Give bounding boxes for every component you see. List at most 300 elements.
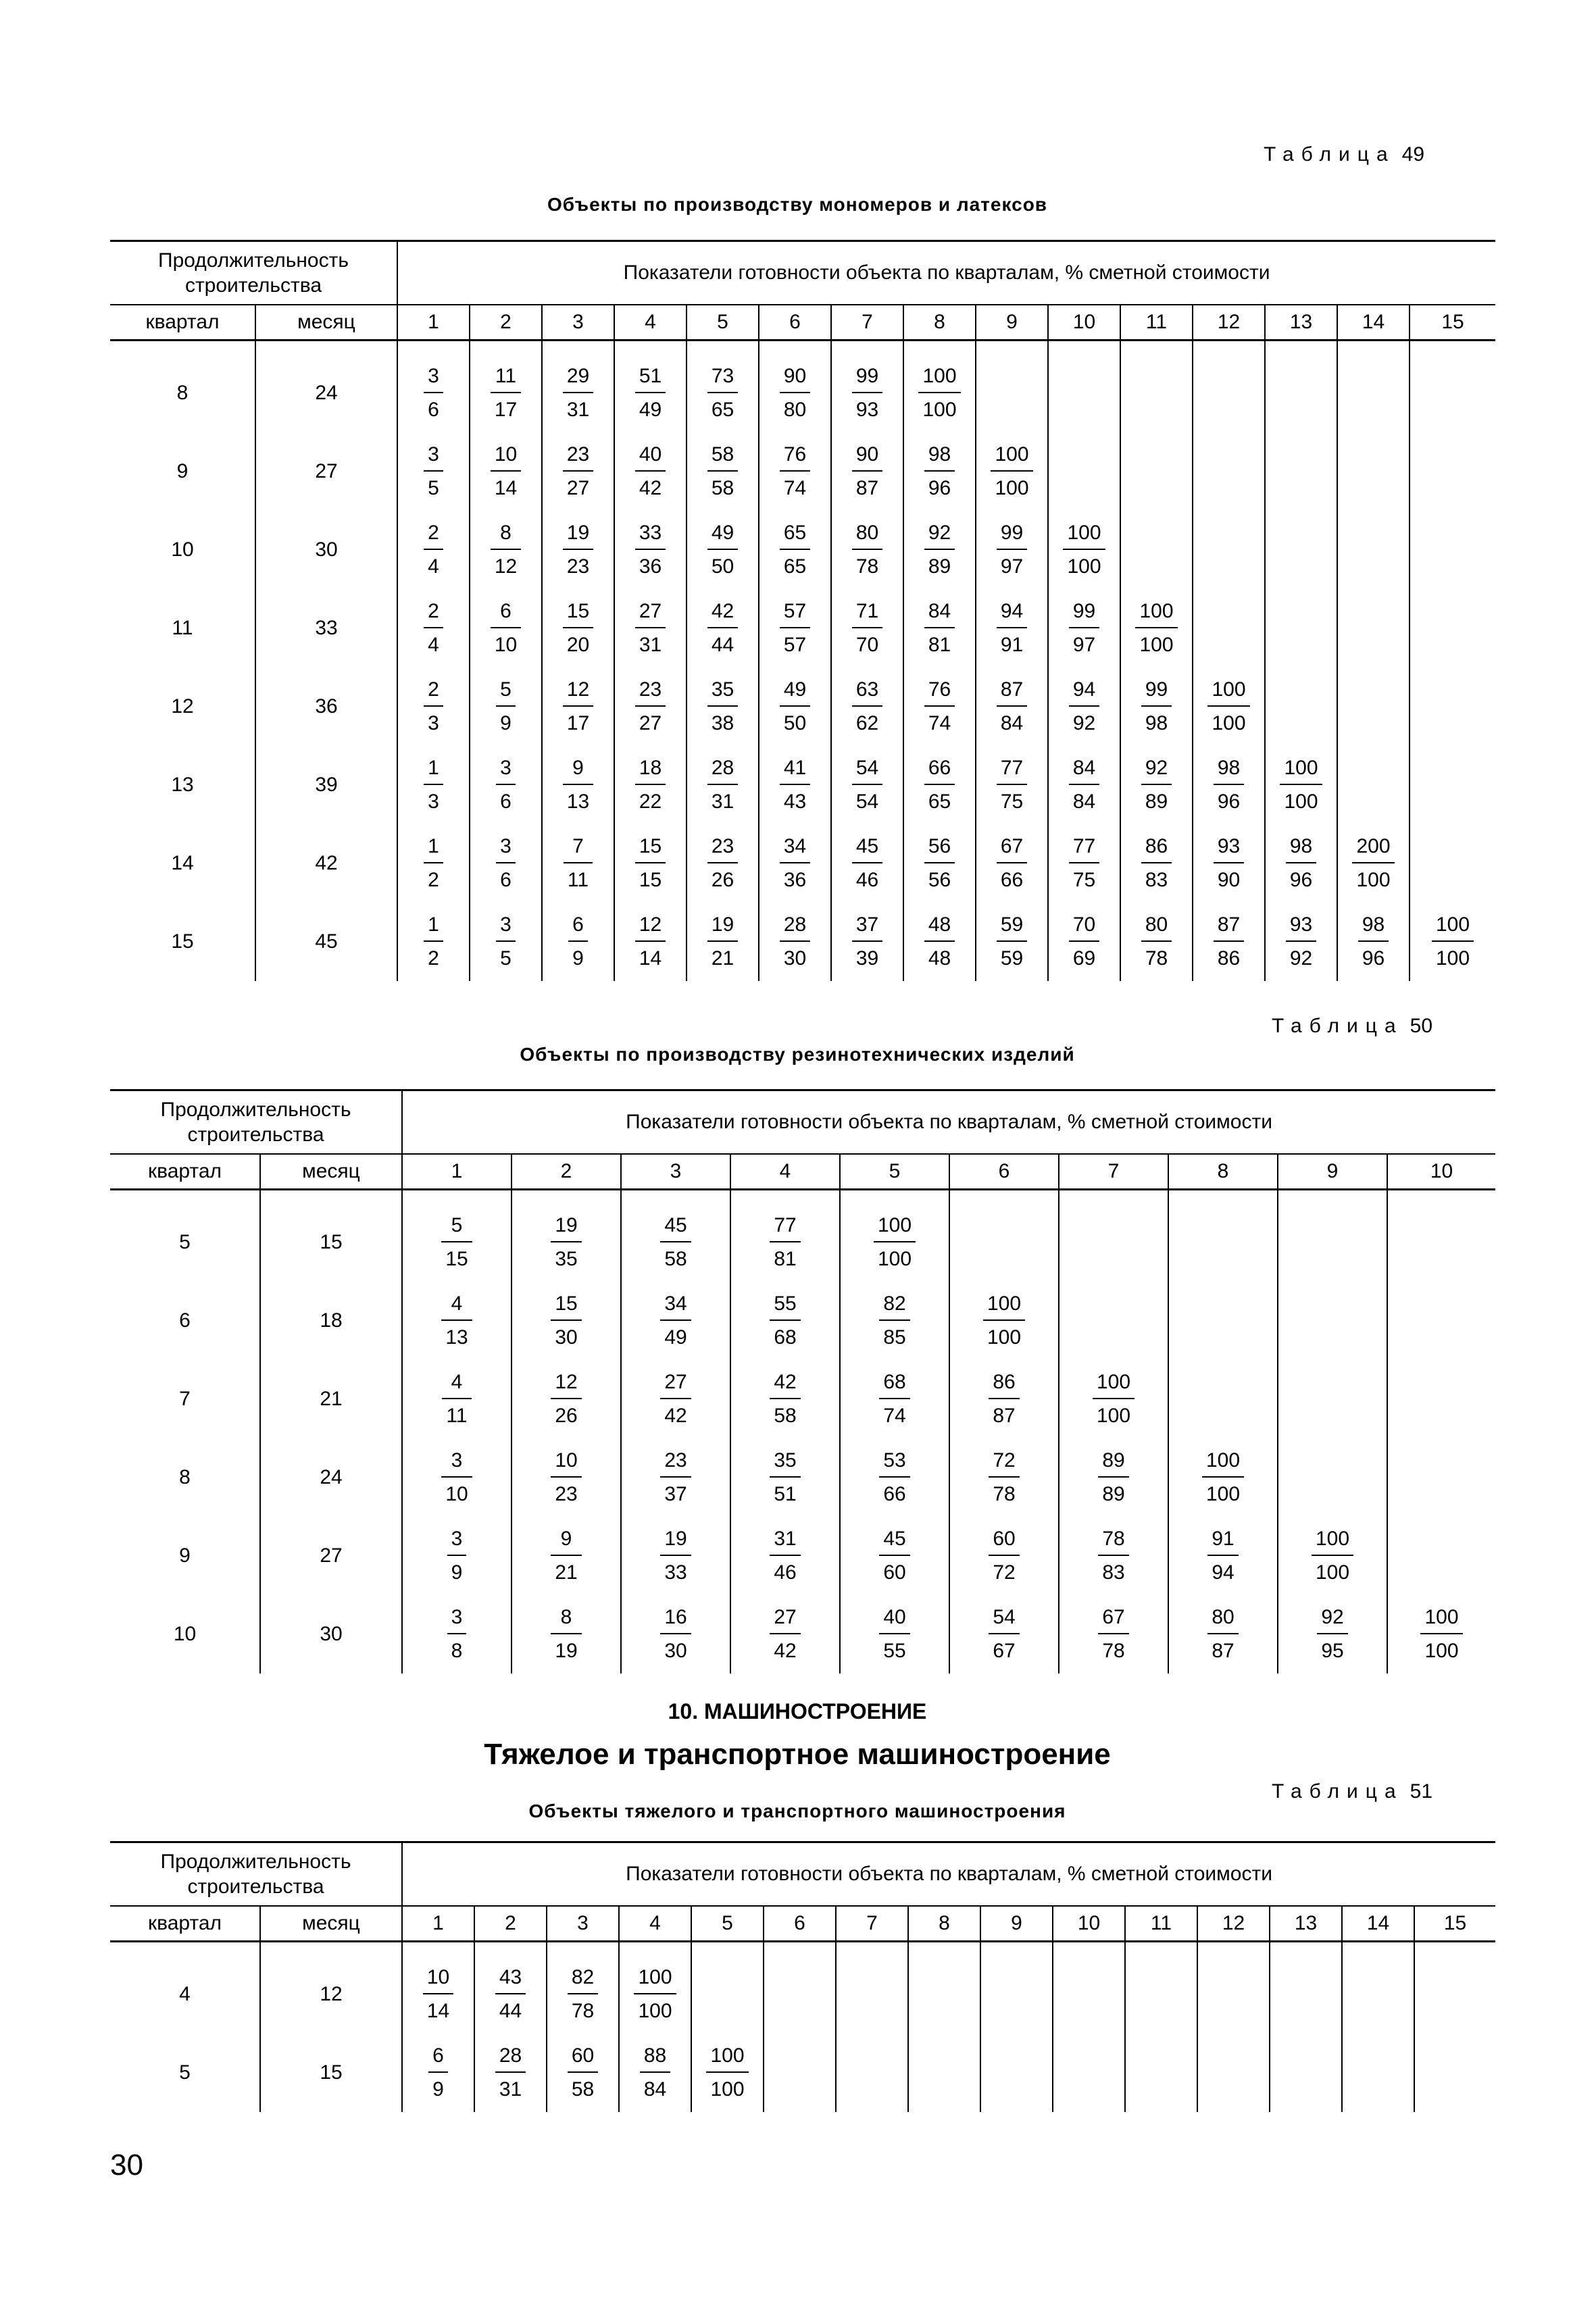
fraction bbox=[1069, 680, 1099, 734]
fraction-numerator: 3 bbox=[447, 1529, 467, 1556]
value-cell bbox=[1168, 1203, 1278, 1282]
fraction-numerator: 27 bbox=[635, 601, 666, 628]
fraction bbox=[635, 680, 666, 734]
fraction-numerator: 99 bbox=[997, 523, 1027, 550]
quarter-cell: 9 bbox=[176, 460, 189, 482]
fraction-numerator: 3 bbox=[424, 366, 443, 393]
value-cell bbox=[1168, 1438, 1278, 1517]
fraction-numerator: 16 bbox=[660, 1607, 691, 1634]
fraction-denominator: 42 bbox=[639, 477, 662, 499]
value-cell bbox=[687, 354, 759, 432]
fraction bbox=[1286, 915, 1316, 969]
value-cell bbox=[759, 668, 831, 746]
fraction-denominator: 85 bbox=[883, 1326, 906, 1349]
fraction bbox=[852, 445, 882, 499]
value-cell bbox=[730, 1438, 840, 1517]
fraction-numerator: 59 bbox=[997, 915, 1027, 942]
fraction bbox=[1202, 1451, 1244, 1505]
column-header: 3 bbox=[547, 1906, 619, 1942]
fraction bbox=[1280, 758, 1322, 812]
fraction-denominator: 100 bbox=[1096, 1405, 1131, 1427]
fraction-denominator: 2 bbox=[428, 869, 439, 891]
fraction-denominator: 9 bbox=[572, 947, 584, 970]
header-duration: Продолжительность строительства bbox=[110, 1842, 402, 1907]
value-cell bbox=[512, 1360, 621, 1438]
value-cell bbox=[547, 2034, 619, 2112]
fraction bbox=[1207, 1607, 1238, 1661]
fraction bbox=[634, 1967, 676, 2021]
fraction bbox=[1135, 601, 1177, 655]
header-month: месяц bbox=[255, 305, 397, 341]
value-cell bbox=[1120, 589, 1193, 668]
value-cell bbox=[1168, 1517, 1278, 1595]
value-cell bbox=[512, 1282, 621, 1360]
table-row bbox=[110, 1595, 1495, 1674]
fraction-numerator: 86 bbox=[1141, 836, 1172, 863]
fraction-numerator: 76 bbox=[924, 680, 955, 707]
table-title: Объекты по производству мономеров и латексов bbox=[547, 194, 1048, 215]
fraction bbox=[879, 1607, 909, 1661]
fraction bbox=[551, 1294, 581, 1348]
value-cell bbox=[1048, 432, 1120, 511]
fraction-numerator: 1 bbox=[424, 758, 443, 785]
value-cell bbox=[542, 511, 614, 589]
fraction-numerator: 1 bbox=[424, 915, 443, 942]
fraction-denominator: 89 bbox=[928, 555, 951, 578]
value-cell bbox=[621, 1517, 730, 1595]
table-body bbox=[110, 339, 1495, 981]
month-cell: 30 bbox=[255, 511, 397, 589]
fraction bbox=[564, 836, 593, 890]
quarter-cell: 13 bbox=[171, 774, 194, 796]
column-header: 4 bbox=[619, 1906, 691, 1942]
quarter-cell: 7 bbox=[179, 1388, 191, 1410]
value-cell bbox=[1265, 511, 1337, 589]
fraction-numerator: 94 bbox=[1069, 680, 1099, 707]
fraction-numerator: 45 bbox=[660, 1215, 691, 1242]
fraction-denominator: 97 bbox=[1000, 555, 1024, 578]
value-cell bbox=[980, 2034, 1053, 2112]
fraction-denominator: 58 bbox=[664, 1248, 687, 1270]
value-cell bbox=[687, 746, 759, 824]
column-header: 7 bbox=[1059, 1154, 1168, 1190]
fraction bbox=[707, 445, 738, 499]
fraction bbox=[1141, 680, 1172, 734]
fraction bbox=[491, 445, 521, 499]
value-cell bbox=[687, 589, 759, 668]
fraction-denominator: 100 bbox=[922, 399, 957, 421]
value-cell bbox=[1193, 354, 1265, 432]
value-cell bbox=[1048, 511, 1120, 589]
fraction-numerator: 200 bbox=[1352, 836, 1394, 863]
fraction-denominator: 84 bbox=[643, 2078, 667, 2101]
value-cell bbox=[903, 903, 976, 981]
value-cell bbox=[1337, 903, 1410, 981]
fraction-numerator: 35 bbox=[770, 1451, 800, 1478]
fraction bbox=[660, 1294, 691, 1348]
fraction-denominator: 14 bbox=[494, 477, 518, 499]
table-header bbox=[110, 1841, 1495, 1942]
fraction-denominator: 78 bbox=[571, 2000, 595, 2022]
fraction-denominator: 68 bbox=[774, 1326, 797, 1349]
value-cell bbox=[1197, 1955, 1270, 2034]
fraction-numerator: 40 bbox=[879, 1607, 909, 1634]
fraction bbox=[441, 1215, 472, 1269]
fraction-denominator: 14 bbox=[426, 2000, 450, 2022]
fraction-numerator: 2 bbox=[424, 680, 443, 707]
fraction-denominator: 58 bbox=[571, 2078, 595, 2101]
value-cell bbox=[1410, 354, 1495, 432]
fraction-denominator: 6 bbox=[500, 869, 512, 891]
fraction-denominator: 20 bbox=[566, 634, 590, 656]
fraction bbox=[780, 523, 810, 577]
value-cell bbox=[949, 1595, 1059, 1674]
fraction-denominator: 75 bbox=[1000, 790, 1024, 813]
column-header: 9 bbox=[1278, 1154, 1387, 1190]
fraction-denominator: 44 bbox=[711, 634, 734, 656]
value-cell bbox=[402, 1203, 512, 1282]
fraction-numerator: 15 bbox=[551, 1294, 581, 1321]
value-cell bbox=[402, 1955, 474, 2034]
value-cell bbox=[1193, 511, 1265, 589]
fraction-numerator: 66 bbox=[924, 758, 955, 785]
fraction-numerator: 2 bbox=[424, 523, 443, 550]
fraction-numerator: 12 bbox=[635, 915, 666, 942]
value-cell bbox=[402, 2034, 474, 2112]
column-header: 6 bbox=[764, 1906, 836, 1942]
fraction-numerator: 28 bbox=[707, 758, 738, 785]
header-duration: Продолжительность строительства bbox=[110, 1090, 402, 1155]
value-cell bbox=[542, 668, 614, 746]
fraction-numerator: 71 bbox=[852, 601, 882, 628]
fraction bbox=[551, 1372, 581, 1426]
fraction-numerator: 9 bbox=[551, 1529, 581, 1556]
value-cell bbox=[1193, 668, 1265, 746]
fraction-denominator: 69 bbox=[1072, 947, 1096, 970]
fraction-numerator: 19 bbox=[563, 523, 593, 550]
fraction bbox=[1069, 601, 1099, 655]
fraction bbox=[780, 366, 810, 420]
fraction bbox=[707, 758, 738, 812]
column-header: 8 bbox=[903, 305, 976, 341]
value-cell bbox=[836, 2034, 908, 2112]
fraction-numerator: 91 bbox=[1207, 1529, 1238, 1556]
value-cell bbox=[397, 824, 470, 903]
fraction-denominator: 81 bbox=[928, 634, 951, 656]
fraction bbox=[1098, 1529, 1128, 1583]
table-label: Таблица bbox=[1264, 143, 1395, 166]
fraction bbox=[491, 523, 521, 577]
value-cell bbox=[759, 432, 831, 511]
fraction-numerator: 9 bbox=[563, 758, 593, 785]
value-cell bbox=[840, 1595, 949, 1674]
fraction-denominator: 30 bbox=[783, 947, 807, 970]
fraction-denominator: 93 bbox=[855, 399, 879, 421]
table-number-label bbox=[1272, 1015, 1432, 1038]
value-cell bbox=[764, 1955, 836, 2034]
value-cell bbox=[976, 354, 1048, 432]
column-header: 2 bbox=[512, 1154, 621, 1190]
fraction-numerator: 67 bbox=[1098, 1607, 1128, 1634]
fraction bbox=[991, 445, 1032, 499]
table-header bbox=[110, 240, 1495, 341]
fraction-numerator: 55 bbox=[770, 1294, 800, 1321]
value-cell bbox=[1168, 1360, 1278, 1438]
fraction bbox=[1141, 836, 1172, 890]
fraction bbox=[635, 601, 666, 655]
value-cell bbox=[831, 432, 903, 511]
value-cell bbox=[1125, 1955, 1197, 2034]
fraction bbox=[1352, 836, 1394, 890]
fraction bbox=[707, 836, 738, 890]
table-label: Таблица bbox=[1272, 1015, 1403, 1037]
fraction-denominator: 74 bbox=[928, 712, 951, 734]
value-cell bbox=[1387, 1595, 1495, 1674]
fraction-numerator: 100 bbox=[1063, 523, 1105, 550]
fraction-numerator: 23 bbox=[660, 1451, 691, 1478]
fraction bbox=[924, 836, 955, 890]
fraction-numerator: 12 bbox=[551, 1372, 581, 1399]
value-cell bbox=[1265, 903, 1337, 981]
fraction bbox=[780, 915, 810, 969]
fraction-denominator: 56 bbox=[928, 869, 951, 891]
fraction-denominator: 65 bbox=[928, 790, 951, 813]
fraction-numerator: 100 bbox=[1312, 1529, 1353, 1556]
value-cell bbox=[619, 1955, 691, 2034]
fraction-denominator: 59 bbox=[1000, 947, 1024, 970]
month-cell: 27 bbox=[255, 432, 397, 511]
column-header: 10 bbox=[1048, 305, 1120, 341]
fraction-numerator: 8 bbox=[551, 1607, 581, 1634]
fraction-denominator: 4 bbox=[428, 634, 439, 656]
fraction bbox=[660, 1529, 691, 1583]
fraction-numerator: 100 bbox=[634, 1967, 676, 1994]
value-cell bbox=[831, 589, 903, 668]
fraction-denominator: 21 bbox=[711, 947, 734, 970]
value-cell bbox=[759, 903, 831, 981]
fraction-denominator: 9 bbox=[500, 712, 512, 734]
fraction-denominator: 92 bbox=[1289, 947, 1313, 970]
value-cell bbox=[1048, 354, 1120, 432]
table-body bbox=[110, 1940, 1495, 2112]
value-cell bbox=[1059, 1282, 1168, 1360]
fraction-numerator: 54 bbox=[852, 758, 882, 785]
fraction-denominator: 2 bbox=[428, 947, 439, 970]
fraction bbox=[424, 445, 443, 499]
quarter-cell: 12 bbox=[171, 695, 194, 718]
fraction bbox=[563, 601, 593, 655]
fraction-numerator: 45 bbox=[852, 836, 882, 863]
fraction-denominator: 11 bbox=[567, 869, 589, 891]
table-row bbox=[110, 1203, 1495, 1282]
fraction-denominator: 92 bbox=[1072, 712, 1096, 734]
value-cell bbox=[1120, 432, 1193, 511]
month-cell: 24 bbox=[255, 354, 397, 432]
value-cell bbox=[976, 668, 1048, 746]
fraction-denominator: 13 bbox=[566, 790, 590, 813]
fraction-denominator: 100 bbox=[1284, 790, 1318, 813]
column-header: 12 bbox=[1197, 1906, 1270, 1942]
fraction bbox=[780, 836, 810, 890]
fraction-denominator: 42 bbox=[774, 1640, 797, 1662]
fraction-numerator: 57 bbox=[780, 601, 810, 628]
value-cell bbox=[1265, 668, 1337, 746]
fraction bbox=[496, 758, 516, 812]
fraction-numerator: 99 bbox=[852, 366, 882, 393]
fraction bbox=[852, 523, 882, 577]
fraction bbox=[635, 915, 666, 969]
value-cell bbox=[976, 589, 1048, 668]
value-cell bbox=[397, 511, 470, 589]
value-cell bbox=[1059, 1203, 1168, 1282]
fraction-denominator: 9 bbox=[451, 1561, 463, 1584]
fraction-denominator: 70 bbox=[855, 634, 879, 656]
fraction-numerator: 27 bbox=[770, 1607, 800, 1634]
fraction-denominator: 26 bbox=[711, 869, 734, 891]
value-cell bbox=[1410, 511, 1495, 589]
fraction bbox=[551, 1451, 581, 1505]
fraction-numerator: 3 bbox=[496, 836, 516, 863]
value-cell bbox=[470, 354, 542, 432]
value-cell bbox=[1120, 903, 1193, 981]
quarter-cell: 11 bbox=[172, 617, 193, 639]
fraction bbox=[707, 523, 738, 577]
value-cell bbox=[1387, 1517, 1495, 1595]
fraction bbox=[879, 1372, 909, 1426]
fraction-denominator: 26 bbox=[555, 1405, 578, 1427]
value-cell bbox=[1337, 746, 1410, 824]
fraction-numerator: 98 bbox=[1358, 915, 1389, 942]
value-cell bbox=[542, 903, 614, 981]
fraction-numerator: 15 bbox=[635, 836, 666, 863]
fraction-denominator: 54 bbox=[855, 790, 879, 813]
fraction bbox=[424, 366, 443, 420]
month-cell: 18 bbox=[260, 1282, 402, 1360]
value-cell bbox=[470, 589, 542, 668]
value-cell bbox=[614, 432, 687, 511]
fraction-numerator: 11 bbox=[491, 366, 521, 393]
value-cell bbox=[1337, 589, 1410, 668]
value-cell bbox=[1265, 354, 1337, 432]
fraction-numerator: 19 bbox=[551, 1215, 581, 1242]
fraction-denominator: 89 bbox=[1145, 790, 1168, 813]
fraction-denominator: 11 bbox=[446, 1405, 468, 1427]
value-cell bbox=[512, 1595, 621, 1674]
value-cell bbox=[687, 824, 759, 903]
value-cell bbox=[976, 432, 1048, 511]
fraction-numerator: 34 bbox=[780, 836, 810, 863]
fraction bbox=[563, 445, 593, 499]
fraction-numerator: 10 bbox=[491, 445, 521, 472]
fraction-denominator: 36 bbox=[639, 555, 662, 578]
fraction-numerator: 100 bbox=[1420, 1607, 1462, 1634]
fraction-numerator: 88 bbox=[640, 2046, 670, 2073]
fraction-numerator: 99 bbox=[1141, 680, 1172, 707]
value-cell bbox=[730, 1203, 840, 1282]
fraction-denominator: 100 bbox=[1067, 555, 1101, 578]
fraction-numerator: 98 bbox=[1286, 836, 1316, 863]
fraction-numerator: 42 bbox=[770, 1372, 800, 1399]
fraction bbox=[640, 2046, 670, 2100]
value-cell bbox=[1048, 824, 1120, 903]
fraction-numerator: 68 bbox=[879, 1372, 909, 1399]
fraction-numerator: 90 bbox=[852, 445, 882, 472]
value-cell bbox=[1278, 1595, 1387, 1674]
value-cell bbox=[614, 511, 687, 589]
fraction-denominator: 97 bbox=[1072, 634, 1096, 656]
column-header: 7 bbox=[831, 305, 903, 341]
fraction-denominator: 50 bbox=[783, 712, 807, 734]
fraction bbox=[1317, 1607, 1347, 1661]
column-header: 3 bbox=[542, 305, 614, 341]
fraction bbox=[1358, 915, 1389, 969]
fraction bbox=[491, 366, 521, 420]
fraction bbox=[780, 445, 810, 499]
value-cell bbox=[1337, 668, 1410, 746]
value-cell bbox=[542, 824, 614, 903]
fraction bbox=[551, 1607, 581, 1661]
fraction-denominator: 57 bbox=[783, 634, 807, 656]
value-cell bbox=[687, 511, 759, 589]
value-cell bbox=[621, 1595, 730, 1674]
value-cell bbox=[1048, 903, 1120, 981]
value-cell bbox=[1059, 1438, 1168, 1517]
fraction bbox=[852, 680, 882, 734]
value-cell bbox=[470, 432, 542, 511]
fraction-numerator: 18 bbox=[635, 758, 666, 785]
fraction-denominator: 83 bbox=[1145, 869, 1168, 891]
header-indicators: Показатели готовности объекта по кварталам, % сметной стоимости bbox=[402, 1090, 1495, 1155]
fraction bbox=[707, 680, 738, 734]
fraction-denominator: 96 bbox=[1362, 947, 1385, 970]
fraction-denominator: 46 bbox=[855, 869, 879, 891]
fraction-numerator: 3 bbox=[496, 758, 516, 785]
fraction bbox=[997, 601, 1027, 655]
value-cell bbox=[402, 1282, 512, 1360]
value-cell bbox=[614, 354, 687, 432]
value-cell bbox=[1278, 1360, 1387, 1438]
fraction-numerator: 86 bbox=[989, 1372, 1019, 1399]
value-cell bbox=[1270, 1955, 1342, 2034]
column-header: 15 bbox=[1414, 1906, 1495, 1942]
table-number: 50 bbox=[1410, 1015, 1433, 1037]
fraction bbox=[1098, 1607, 1128, 1661]
fraction bbox=[770, 1529, 800, 1583]
fraction-denominator: 6 bbox=[428, 399, 439, 421]
fraction-denominator: 15 bbox=[639, 869, 662, 891]
fraction bbox=[491, 601, 521, 655]
value-cell bbox=[730, 1517, 840, 1595]
value-cell bbox=[903, 589, 976, 668]
value-cell bbox=[903, 668, 976, 746]
fraction-denominator: 4 bbox=[428, 555, 439, 578]
fraction-numerator: 10 bbox=[551, 1451, 581, 1478]
value-cell bbox=[397, 746, 470, 824]
fraction-denominator: 100 bbox=[710, 2078, 745, 2101]
quarter-cell: 6 bbox=[179, 1309, 191, 1332]
value-cell bbox=[1125, 2034, 1197, 2112]
fraction-denominator: 31 bbox=[639, 634, 662, 656]
fraction-numerator: 98 bbox=[1214, 758, 1244, 785]
month-cell: 45 bbox=[255, 903, 397, 981]
value-cell bbox=[402, 1595, 512, 1674]
value-cell bbox=[1193, 432, 1265, 511]
fraction-numerator: 5 bbox=[441, 1215, 472, 1242]
fraction bbox=[635, 758, 666, 812]
value-cell bbox=[621, 1360, 730, 1438]
fraction bbox=[997, 758, 1027, 812]
fraction bbox=[563, 758, 593, 812]
